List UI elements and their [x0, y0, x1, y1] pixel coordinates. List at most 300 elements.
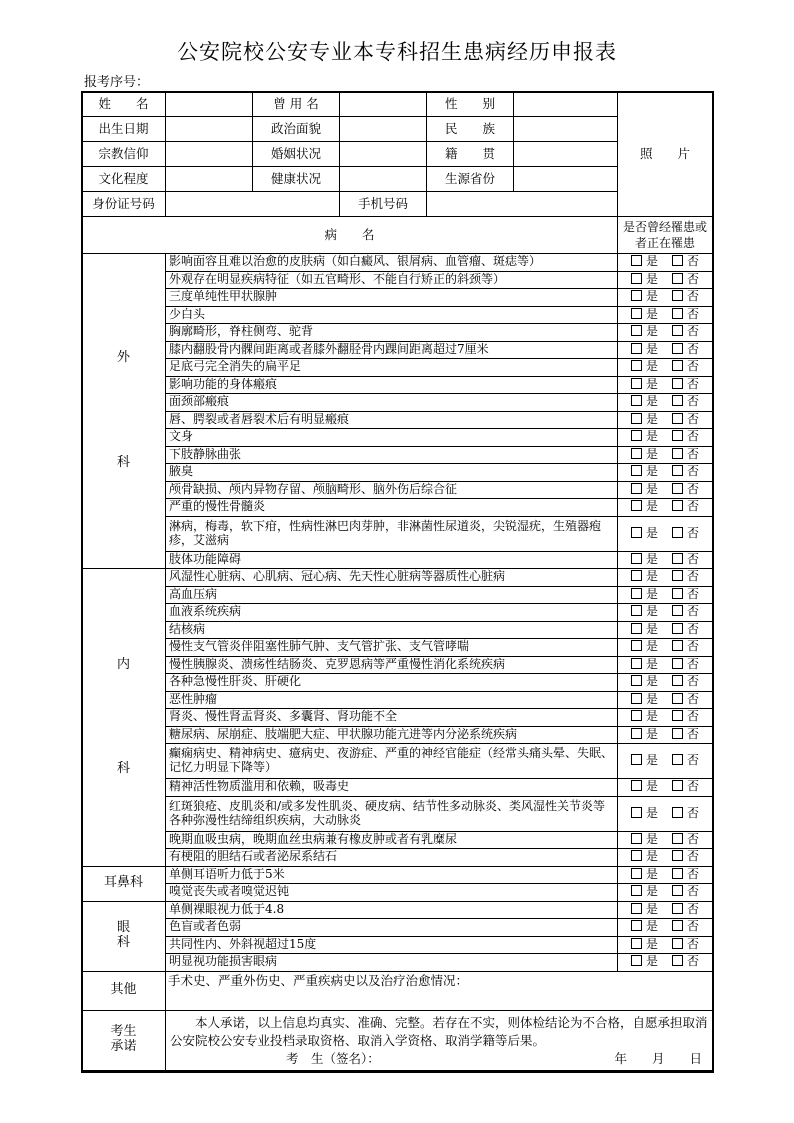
table-row — [82, 796, 713, 831]
id-field[interactable] — [166, 192, 340, 217]
province-field[interactable] — [514, 167, 618, 192]
no-label: 否 — [687, 831, 700, 846]
disease-name: 面颈部瘢痕 — [166, 394, 618, 412]
yes-label: 是 — [645, 621, 658, 636]
yes-label: 是 — [645, 464, 658, 479]
marital-field[interactable] — [340, 142, 427, 167]
no-checkbox[interactable] — [672, 850, 683, 861]
yes-label: 是 — [645, 639, 658, 654]
no-checkbox[interactable] — [672, 885, 683, 896]
yes-checkbox[interactable] — [631, 360, 642, 371]
yes-no-cell — [618, 744, 713, 779]
yes-no-cell — [618, 884, 713, 902]
yes-checkbox[interactable] — [631, 553, 642, 564]
no-label: 否 — [687, 656, 700, 671]
religion-label: 宗教信仰 — [82, 142, 166, 167]
no-label: 否 — [687, 753, 700, 768]
no-label: 否 — [687, 464, 700, 479]
yes-no-cell — [618, 674, 713, 692]
no-label: 否 — [687, 271, 700, 286]
no-label: 否 — [687, 919, 700, 934]
disease-name: 淋病，梅毒，软下疳，性病性淋巴肉芽肿，非淋菌性尿道炎，尖锐湿疣，生殖器疱疹，艾滋病 — [166, 516, 618, 551]
disease-name: 腋臭 — [166, 464, 618, 482]
table-row — [82, 586, 713, 604]
no-checkbox[interactable] — [672, 754, 683, 765]
yes-checkbox[interactable] — [631, 754, 642, 765]
department-pledge: 考生 承诺 — [82, 1010, 166, 1070]
form-title: 公安院校公安专业本专科招生患病经历申报表 — [177, 40, 617, 64]
yes-label: 是 — [645, 954, 658, 969]
table-row — [82, 779, 713, 797]
table-row — [82, 726, 713, 744]
date-label: 年 月 日 — [614, 1050, 702, 1066]
yes-checkbox[interactable] — [631, 448, 642, 459]
department-internal: 内 科 — [82, 569, 166, 867]
no-checkbox[interactable] — [672, 728, 683, 739]
yes-no-cell — [618, 866, 713, 884]
department-other: 其他 — [82, 971, 166, 1010]
religion-field[interactable] — [166, 142, 253, 167]
pledge-text: 本人承诺，以上信息均真实、准确、完整。若存在不实，则体检结论为不合格，自愿承担取消公安院校公安专业投档录取资格、取消入学资格、取消学籍等后果。 — [170, 1014, 708, 1048]
no-checkbox[interactable] — [672, 675, 683, 686]
disease-name: 唇、腭裂或者唇裂术后有明显瘢痕 — [166, 411, 618, 429]
no-checkbox[interactable] — [672, 903, 683, 914]
no-checkbox[interactable] — [672, 395, 683, 406]
table-row — [82, 341, 713, 359]
yes-checkbox[interactable] — [631, 290, 642, 301]
other-row — [82, 971, 713, 1010]
yes-no-cell — [618, 411, 713, 429]
native-label: 籍 贯 — [427, 142, 514, 167]
disease-name: 膝内翻股骨内髁间距离或者膝外翻胫骨内踝间距离超过7厘米 — [166, 341, 618, 359]
yes-no-cell — [618, 919, 713, 937]
yes-checkbox[interactable] — [631, 885, 642, 896]
no-checkbox[interactable] — [672, 255, 683, 266]
no-checkbox[interactable] — [672, 343, 683, 354]
yes-label: 是 — [645, 849, 658, 864]
political-field[interactable] — [340, 117, 427, 142]
no-checkbox[interactable] — [672, 833, 683, 844]
declaration-table — [81, 91, 713, 1071]
education-field[interactable] — [166, 167, 253, 192]
yes-label: 是 — [645, 779, 658, 794]
yes-checkbox[interactable] — [631, 623, 642, 634]
no-label: 否 — [687, 289, 700, 304]
yes-checkbox[interactable] — [631, 413, 642, 424]
disease-name: 慢性胰腺炎、溃疡性结肠炎、克罗恩病等严重慢性消化系统疾病 — [166, 656, 618, 674]
yes-label: 是 — [645, 376, 658, 391]
yes-label: 是 — [645, 884, 658, 899]
yes-no-cell — [618, 604, 713, 622]
no-label: 否 — [687, 849, 700, 864]
disease-name: 肢体功能障碍 — [166, 551, 618, 569]
yes-no-cell — [618, 709, 713, 727]
yes-no-cell — [618, 936, 713, 954]
yes-label: 是 — [645, 674, 658, 689]
no-checkbox[interactable] — [672, 360, 683, 371]
pledge-row — [82, 1010, 713, 1070]
disease-name: 少白头 — [166, 306, 618, 324]
yes-no-cell — [618, 586, 713, 604]
no-label: 否 — [687, 954, 700, 969]
yes-checkbox[interactable] — [631, 658, 642, 669]
no-label: 否 — [687, 866, 700, 881]
no-checkbox[interactable] — [672, 465, 683, 476]
photo-box[interactable]: 照 片 — [618, 92, 713, 217]
yes-label: 是 — [645, 726, 658, 741]
table-row — [82, 884, 713, 902]
disease-name: 血液系统疾病 — [166, 604, 618, 622]
no-checkbox[interactable] — [672, 448, 683, 459]
phone-field[interactable] — [427, 192, 618, 217]
table-row — [82, 394, 713, 412]
yes-no-cell — [618, 289, 713, 307]
yes-checkbox[interactable] — [631, 273, 642, 284]
birth-field[interactable] — [166, 117, 253, 142]
yes-label: 是 — [645, 306, 658, 321]
no-checkbox[interactable] — [672, 955, 683, 966]
disease-name: 恶性肿瘤 — [166, 691, 618, 709]
table-row — [82, 954, 713, 972]
yes-checkbox[interactable] — [631, 833, 642, 844]
yes-checkbox[interactable] — [631, 500, 642, 511]
table-row — [82, 656, 713, 674]
no-checkbox[interactable] — [672, 483, 683, 494]
disease-header: 病 名 — [82, 217, 618, 254]
no-checkbox[interactable] — [672, 807, 683, 818]
no-label: 否 — [687, 376, 700, 391]
no-checkbox[interactable] — [672, 553, 683, 564]
yes-no-cell — [618, 796, 713, 831]
signature-label: 考 生（签名）： — [286, 1050, 380, 1066]
no-label: 否 — [687, 884, 700, 899]
no-checkbox[interactable] — [672, 710, 683, 721]
no-label: 否 — [687, 324, 700, 339]
yes-no-cell — [618, 639, 713, 657]
no-checkbox[interactable] — [672, 430, 683, 441]
disease-name: 文身 — [166, 429, 618, 447]
table-row — [82, 324, 713, 342]
no-label: 否 — [687, 341, 700, 356]
no-checkbox[interactable] — [672, 378, 683, 389]
education-label: 文化程度 — [82, 167, 166, 192]
no-label: 否 — [687, 604, 700, 619]
yes-checkbox[interactable] — [631, 675, 642, 686]
yes-checkbox[interactable] — [631, 570, 642, 581]
disease-name: 影响面容且难以治愈的皮肤病（如白癜风、银屑病、血管瘤、斑痣等） — [166, 254, 618, 272]
yes-checkbox[interactable] — [631, 868, 642, 879]
yes-no-cell — [618, 376, 713, 394]
no-label: 否 — [687, 551, 700, 566]
yes-no-cell — [618, 516, 713, 551]
yes-label: 是 — [645, 429, 658, 444]
name-label: 姓 名 — [82, 92, 166, 117]
health-field[interactable] — [340, 167, 427, 192]
marital-label: 婚姻状况 — [253, 142, 340, 167]
yes-label: 是 — [645, 525, 658, 540]
department-eye: 眼 科 — [82, 901, 166, 971]
disease-name: 糖尿病、尿崩症、肢端肥大症、甲状腺功能亢进等内分泌系统疾病 — [166, 726, 618, 744]
disease-name: 单侧裸眼视力低于4.8 — [166, 901, 618, 919]
table-row — [82, 289, 713, 307]
gender-field[interactable] — [514, 92, 618, 117]
table-row — [82, 359, 713, 377]
table-row — [82, 691, 713, 709]
yes-label: 是 — [645, 691, 658, 706]
disease-name: 红斑狼疮、皮肌炎和/或多发性肌炎、硬皮病、结节性多动脉炎、类风湿性关节炎等各种弥漫性结缔组织疾病，大动脉炎 — [166, 796, 618, 831]
no-checkbox[interactable] — [672, 570, 683, 581]
yes-label: 是 — [645, 394, 658, 409]
disease-name: 晚期血吸虫病，晚期血丝虫病兼有橡皮肿或者有乳糜尿 — [166, 831, 618, 849]
yes-label: 是 — [645, 919, 658, 934]
disease-name: 高血压病 — [166, 586, 618, 604]
table-row — [82, 429, 713, 447]
no-checkbox[interactable] — [672, 588, 683, 599]
yes-label: 是 — [645, 586, 658, 601]
yes-checkbox[interactable] — [631, 780, 642, 791]
no-checkbox[interactable] — [672, 780, 683, 791]
yes-checkbox[interactable] — [631, 378, 642, 389]
health-label: 健康状况 — [253, 167, 340, 192]
no-checkbox[interactable] — [672, 938, 683, 949]
no-checkbox[interactable] — [672, 605, 683, 616]
ethnic-field[interactable] — [514, 117, 618, 142]
disease-name: 嗅觉丧失或者嗅觉迟钝 — [166, 884, 618, 902]
no-label: 否 — [687, 525, 700, 540]
yes-label: 是 — [645, 481, 658, 496]
yes-checkbox[interactable] — [631, 255, 642, 266]
status-header: 是否曾经罹患或者正在罹患 — [618, 217, 713, 254]
no-label: 否 — [687, 691, 700, 706]
disease-name: 共同性内、外斜视超过15度 — [166, 936, 618, 954]
disease-name: 足底弓完全消失的扁平足 — [166, 359, 618, 377]
no-label: 否 — [687, 726, 700, 741]
no-label: 否 — [687, 586, 700, 601]
yes-label: 是 — [645, 569, 658, 584]
former-name-label: 曾 用 名 — [253, 92, 340, 117]
table-row — [82, 744, 713, 779]
disease-name: 下肢静脉曲张 — [166, 446, 618, 464]
no-label: 否 — [687, 499, 700, 514]
yes-checkbox[interactable] — [631, 430, 642, 441]
no-checkbox[interactable] — [672, 920, 683, 931]
no-checkbox[interactable] — [672, 623, 683, 634]
ethnic-label: 民 族 — [427, 117, 514, 142]
province-label: 生源省份 — [427, 167, 514, 192]
disease-name: 严重的慢性骨髓炎 — [166, 499, 618, 517]
yes-checkbox[interactable] — [631, 325, 642, 336]
table-row — [82, 306, 713, 324]
yes-label: 是 — [645, 936, 658, 951]
no-label: 否 — [687, 639, 700, 654]
yes-checkbox[interactable] — [631, 605, 642, 616]
table-row — [82, 919, 713, 937]
yes-label: 是 — [645, 604, 658, 619]
yes-label: 是 — [645, 866, 658, 881]
yes-no-cell — [618, 394, 713, 412]
yes-label: 是 — [645, 341, 658, 356]
no-checkbox[interactable] — [672, 325, 683, 336]
yes-no-cell — [618, 621, 713, 639]
yes-no-cell — [618, 306, 713, 324]
table-row — [82, 849, 713, 867]
yes-checkbox[interactable] — [631, 343, 642, 354]
yes-no-cell — [618, 324, 713, 342]
disease-name: 各种急慢性肝炎、肝硬化 — [166, 674, 618, 692]
table-row — [82, 621, 713, 639]
no-label: 否 — [687, 411, 700, 426]
table-row — [82, 376, 713, 394]
table-row — [82, 271, 713, 289]
yes-checkbox[interactable] — [631, 483, 642, 494]
id-label: 身份证号码 — [82, 192, 166, 217]
no-label: 否 — [687, 481, 700, 496]
yes-label: 是 — [645, 551, 658, 566]
yes-checkbox[interactable] — [631, 395, 642, 406]
no-label: 否 — [687, 674, 700, 689]
table-row — [82, 551, 713, 569]
no-label: 否 — [687, 901, 700, 916]
yes-label: 是 — [645, 831, 658, 846]
yes-no-cell — [618, 831, 713, 849]
no-label: 否 — [687, 359, 700, 374]
yes-label: 是 — [645, 324, 658, 339]
no-label: 否 — [687, 779, 700, 794]
disease-name: 结核病 — [166, 621, 618, 639]
table-row — [82, 831, 713, 849]
no-checkbox[interactable] — [672, 273, 683, 284]
yes-no-cell — [618, 551, 713, 569]
table-row — [82, 464, 713, 482]
disease-name: 外观存在明显疾病特征（如五官畸形、不能自行矫正的斜颈等） — [166, 271, 618, 289]
table-row — [82, 604, 713, 622]
disease-name: 有梗阻的胆结石或者泌尿系结石 — [166, 849, 618, 867]
other-history-field[interactable]: 手术史、严重外伤史、严重疾病史以及治疗治愈情况： — [166, 971, 713, 1010]
yes-checkbox[interactable] — [631, 588, 642, 599]
no-checkbox[interactable] — [672, 693, 683, 704]
political-label: 政治面貌 — [253, 117, 340, 142]
yes-no-cell — [618, 271, 713, 289]
no-label: 否 — [687, 254, 700, 269]
yes-checkbox[interactable] — [631, 850, 642, 861]
table-row — [82, 639, 713, 657]
disease-name: 胸廓畸形，脊柱侧弯、驼背 — [166, 324, 618, 342]
yes-checkbox[interactable] — [631, 903, 642, 914]
sequence-number-label: 报考序号： — [84, 75, 150, 90]
disease-name: 明显视功能损害眼病 — [166, 954, 618, 972]
yes-label: 是 — [645, 499, 658, 514]
yes-no-cell — [618, 446, 713, 464]
yes-no-cell — [618, 656, 713, 674]
no-label: 否 — [687, 429, 700, 444]
no-label: 否 — [687, 709, 700, 724]
native-field[interactable] — [514, 142, 618, 167]
yes-checkbox[interactable] — [631, 938, 642, 949]
table-row — [82, 411, 713, 429]
no-checkbox[interactable] — [672, 640, 683, 651]
yes-no-cell — [618, 481, 713, 499]
table-row — [82, 936, 713, 954]
name-field[interactable] — [166, 92, 253, 117]
yes-no-cell — [618, 849, 713, 867]
no-label: 否 — [687, 621, 700, 636]
yes-no-cell — [618, 779, 713, 797]
department-ent: 耳鼻科 — [82, 866, 166, 901]
yes-checkbox[interactable] — [631, 465, 642, 476]
no-label: 否 — [687, 306, 700, 321]
yes-checkbox[interactable] — [631, 693, 642, 704]
yes-checkbox[interactable] — [631, 955, 642, 966]
table-row — [82, 674, 713, 692]
table-row — [82, 569, 713, 587]
yes-no-cell — [618, 341, 713, 359]
table-row — [82, 516, 713, 551]
disease-name: 肾炎、慢性肾盂肾炎、多囊肾、肾功能不全 — [166, 709, 618, 727]
yes-no-cell — [618, 499, 713, 517]
yes-checkbox[interactable] — [631, 527, 642, 538]
no-checkbox[interactable] — [672, 658, 683, 669]
yes-checkbox[interactable] — [631, 920, 642, 931]
no-checkbox[interactable] — [672, 308, 683, 319]
pledge-cell — [166, 1010, 713, 1070]
yes-checkbox[interactable] — [631, 308, 642, 319]
former-name-field[interactable] — [340, 92, 427, 117]
yes-label: 是 — [645, 271, 658, 286]
yes-no-cell — [618, 901, 713, 919]
yes-label: 是 — [645, 709, 658, 724]
yes-checkbox[interactable] — [631, 807, 642, 818]
no-label: 否 — [687, 569, 700, 584]
disease-name: 色盲或者色弱 — [166, 919, 618, 937]
table-row — [82, 901, 713, 919]
yes-label: 是 — [645, 446, 658, 461]
table-row — [82, 499, 713, 517]
yes-no-cell — [618, 954, 713, 972]
yes-label: 是 — [645, 901, 658, 916]
yes-no-cell — [618, 254, 713, 272]
birth-label: 出生日期 — [82, 117, 166, 142]
disease-name: 癫痫病史、精神病史、癔病史、夜游症、严重的神经官能症（经常头痛头晕、失眠、记忆力明显下降等） — [166, 744, 618, 779]
gender-label: 性 别 — [427, 92, 514, 117]
no-checkbox[interactable] — [672, 527, 683, 538]
yes-label: 是 — [645, 254, 658, 269]
yes-checkbox[interactable] — [631, 710, 642, 721]
yes-no-cell — [618, 726, 713, 744]
yes-label: 是 — [645, 656, 658, 671]
no-checkbox[interactable] — [672, 290, 683, 301]
yes-label: 是 — [645, 289, 658, 304]
yes-no-cell — [618, 429, 713, 447]
yes-no-cell — [618, 359, 713, 377]
no-label: 否 — [687, 936, 700, 951]
yes-label: 是 — [645, 359, 658, 374]
no-checkbox[interactable] — [672, 500, 683, 511]
disease-name: 颅骨缺损、颅内异物存留、颅脑畸形、脑外伤后综合征 — [166, 481, 618, 499]
yes-label: 是 — [645, 753, 658, 768]
yes-no-cell — [618, 569, 713, 587]
table-row — [82, 446, 713, 464]
no-label: 否 — [687, 394, 700, 409]
yes-checkbox[interactable] — [631, 728, 642, 739]
phone-label: 手机号码 — [340, 192, 427, 217]
yes-no-cell — [618, 464, 713, 482]
yes-checkbox[interactable] — [631, 640, 642, 651]
no-checkbox[interactable] — [672, 868, 683, 879]
department-surgery: 外 科 — [82, 254, 166, 569]
disease-name: 三度单纯性甲状腺肿 — [166, 289, 618, 307]
no-checkbox[interactable] — [672, 413, 683, 424]
disease-name: 风湿性心脏病、心肌病、冠心病、先天性心脏病等器质性心脏病 — [166, 569, 618, 587]
